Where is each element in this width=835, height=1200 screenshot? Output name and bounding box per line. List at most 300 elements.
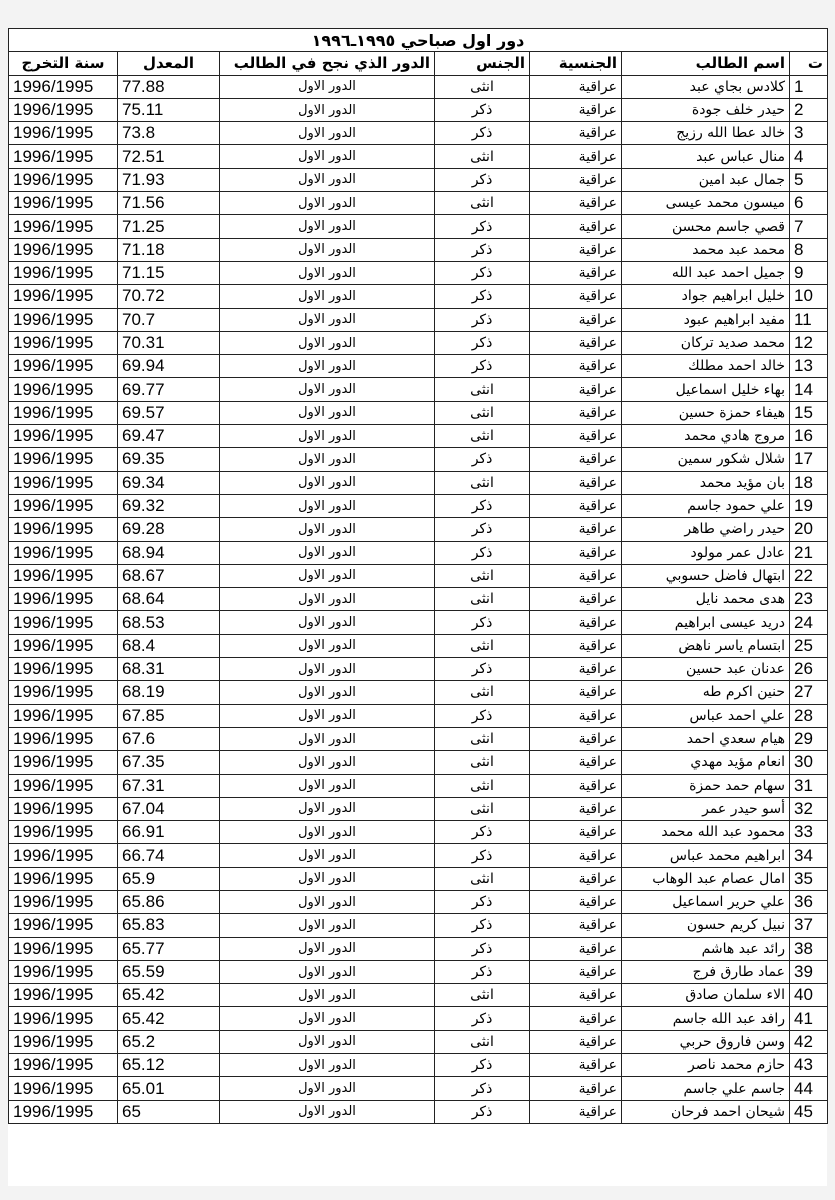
gender-cell: ذكر xyxy=(435,1100,530,1123)
table-row xyxy=(9,168,828,191)
table-row xyxy=(9,122,828,145)
year-cell: 1996/1995 xyxy=(9,541,118,564)
nationality-cell: عراقية xyxy=(530,471,622,494)
gender-cell: انثى xyxy=(435,774,530,797)
student-name: هيفاء حمزة حسين xyxy=(622,401,790,424)
nationality-cell: عراقية xyxy=(530,168,622,191)
gender-cell: ذكر xyxy=(435,611,530,634)
gender-cell: انثى xyxy=(435,145,530,168)
row-number: 15 xyxy=(790,401,828,424)
nationality-cell: عراقية xyxy=(530,285,622,308)
nationality-cell: عراقية xyxy=(530,1077,622,1100)
gender-cell: ذكر xyxy=(435,937,530,960)
nationality-cell: عراقية xyxy=(530,355,622,378)
round-cell: الدور الاول xyxy=(220,215,435,238)
table-row xyxy=(9,145,828,168)
student-name: عادل عمر مولود xyxy=(622,541,790,564)
row-number: 39 xyxy=(790,960,828,983)
student-name: مفيد ابراهيم عبود xyxy=(622,308,790,331)
nationality-cell: عراقية xyxy=(530,494,622,517)
nationality-cell: عراقية xyxy=(530,751,622,774)
row-number: 16 xyxy=(790,425,828,448)
round-cell: الدور الاول xyxy=(220,588,435,611)
nationality-cell: عراقية xyxy=(530,658,622,681)
nationality-cell: عراقية xyxy=(530,541,622,564)
gender-cell: ذكر xyxy=(435,1054,530,1077)
nationality-cell: عراقية xyxy=(530,1100,622,1123)
row-number: 10 xyxy=(790,285,828,308)
student-name: خالد احمد مطلك xyxy=(622,355,790,378)
row-number: 1 xyxy=(790,75,828,98)
average-cell: 68.94 xyxy=(118,541,220,564)
gender-cell: ذكر xyxy=(435,238,530,261)
gender-cell: ذكر xyxy=(435,285,530,308)
round-cell: الدور الاول xyxy=(220,75,435,98)
gender-cell: ذكر xyxy=(435,1007,530,1030)
average-cell: 71.56 xyxy=(118,192,220,215)
year-cell: 1996/1995 xyxy=(9,844,118,867)
row-number: 34 xyxy=(790,844,828,867)
year-cell: 1996/1995 xyxy=(9,774,118,797)
gender-cell: ذكر xyxy=(435,1077,530,1100)
round-cell: الدور الاول xyxy=(220,448,435,471)
year-cell: 1996/1995 xyxy=(9,821,118,844)
year-cell: 1996/1995 xyxy=(9,1030,118,1053)
gender-cell: ذكر xyxy=(435,494,530,517)
row-number: 30 xyxy=(790,751,828,774)
gender-cell: انثى xyxy=(435,564,530,587)
student-name: علي حرير اسماعيل xyxy=(622,890,790,913)
year-cell: 1996/1995 xyxy=(9,285,118,308)
nationality-cell: عراقية xyxy=(530,145,622,168)
nationality-cell: عراقية xyxy=(530,425,622,448)
student-name: سهام حمد حمزة xyxy=(622,774,790,797)
gender-cell: انثى xyxy=(435,1030,530,1053)
row-number: 17 xyxy=(790,448,828,471)
average-cell: 67.04 xyxy=(118,797,220,820)
table-row xyxy=(9,797,828,820)
row-number: 9 xyxy=(790,261,828,284)
student-name: هيام سعدي احمد xyxy=(622,727,790,750)
table-row xyxy=(9,914,828,937)
gender-cell: ذكر xyxy=(435,518,530,541)
table-row xyxy=(9,541,828,564)
student-name: ابتهال فاضل حسوبي xyxy=(622,564,790,587)
nationality-cell: عراقية xyxy=(530,518,622,541)
average-cell: 65.86 xyxy=(118,890,220,913)
average-cell: 68.19 xyxy=(118,681,220,704)
header-num: ت xyxy=(790,52,828,75)
round-cell: الدور الاول xyxy=(220,727,435,750)
nationality-cell: عراقية xyxy=(530,890,622,913)
round-cell: الدور الاول xyxy=(220,984,435,1007)
year-cell: 1996/1995 xyxy=(9,331,118,354)
year-cell: 1996/1995 xyxy=(9,751,118,774)
student-name: ميسون محمد عيسى xyxy=(622,192,790,215)
gender-cell: ذكر xyxy=(435,821,530,844)
gender-cell: انثى xyxy=(435,727,530,750)
student-name: نبيل كريم حسون xyxy=(622,914,790,937)
table-row xyxy=(9,658,828,681)
round-cell: الدور الاول xyxy=(220,541,435,564)
round-cell: الدور الاول xyxy=(220,751,435,774)
student-name: جمال عبد امين xyxy=(622,168,790,191)
nationality-cell: عراقية xyxy=(530,867,622,890)
table-row xyxy=(9,681,828,704)
gender-cell: ذكر xyxy=(435,215,530,238)
results-sheet xyxy=(8,28,827,1186)
table-row xyxy=(9,1054,828,1077)
student-name: حنين اكرم طه xyxy=(622,681,790,704)
table-row xyxy=(9,564,828,587)
student-name: كلادس بجاي عبد xyxy=(622,75,790,98)
nationality-cell: عراقية xyxy=(530,215,622,238)
year-cell: 1996/1995 xyxy=(9,261,118,284)
average-cell: 66.74 xyxy=(118,844,220,867)
average-cell: 65.42 xyxy=(118,1007,220,1030)
gender-cell: انثى xyxy=(435,867,530,890)
table-row xyxy=(9,308,828,331)
nationality-cell: عراقية xyxy=(530,401,622,424)
nationality-cell: عراقية xyxy=(530,821,622,844)
average-cell: 69.47 xyxy=(118,425,220,448)
row-number: 36 xyxy=(790,890,828,913)
table-row xyxy=(9,471,828,494)
year-cell: 1996/1995 xyxy=(9,215,118,238)
average-cell: 67.6 xyxy=(118,727,220,750)
table-row xyxy=(9,704,828,727)
nationality-cell: عراقية xyxy=(530,378,622,401)
year-cell: 1996/1995 xyxy=(9,238,118,261)
gender-cell: ذكر xyxy=(435,122,530,145)
student-name: بهاء خليل اسماعيل xyxy=(622,378,790,401)
nationality-cell: عراقية xyxy=(530,1007,622,1030)
round-cell: الدور الاول xyxy=(220,658,435,681)
round-cell: الدور الاول xyxy=(220,867,435,890)
gender-cell: ذكر xyxy=(435,355,530,378)
table-row xyxy=(9,984,828,1007)
year-cell: 1996/1995 xyxy=(9,401,118,424)
row-number: 28 xyxy=(790,704,828,727)
student-name: دريد عيسى ابراهيم xyxy=(622,611,790,634)
year-cell: 1996/1995 xyxy=(9,75,118,98)
round-cell: الدور الاول xyxy=(220,681,435,704)
average-cell: 67.31 xyxy=(118,774,220,797)
row-number: 21 xyxy=(790,541,828,564)
student-name: شيحان احمد فرحان xyxy=(622,1100,790,1123)
round-cell: الدور الاول xyxy=(220,914,435,937)
average-cell: 73.8 xyxy=(118,122,220,145)
round-cell: الدور الاول xyxy=(220,1007,435,1030)
nationality-cell: عراقية xyxy=(530,727,622,750)
row-number: 38 xyxy=(790,937,828,960)
table-row xyxy=(9,588,828,611)
nationality-cell: عراقية xyxy=(530,448,622,471)
nationality-cell: عراقية xyxy=(530,611,622,634)
student-name: عماد طارق فرج xyxy=(622,960,790,983)
round-cell: الدور الاول xyxy=(220,494,435,517)
round-cell: الدور الاول xyxy=(220,285,435,308)
header-gender: الجنس xyxy=(435,52,530,75)
nationality-cell: عراقية xyxy=(530,98,622,121)
student-name: محمود عبد الله محمد xyxy=(622,821,790,844)
table-row xyxy=(9,285,828,308)
gender-cell: انثى xyxy=(435,984,530,1007)
average-cell: 69.32 xyxy=(118,494,220,517)
round-cell: الدور الاول xyxy=(220,401,435,424)
table-row xyxy=(9,1007,828,1030)
student-name: خليل ابراهيم جواد xyxy=(622,285,790,308)
year-cell: 1996/1995 xyxy=(9,984,118,1007)
student-name: الاء سلمان صادق xyxy=(622,984,790,1007)
average-cell: 69.34 xyxy=(118,471,220,494)
nationality-cell: عراقية xyxy=(530,238,622,261)
row-number: 18 xyxy=(790,471,828,494)
row-number: 33 xyxy=(790,821,828,844)
student-name: جميل احمد عبد الله xyxy=(622,261,790,284)
row-number: 31 xyxy=(790,774,828,797)
table-row xyxy=(9,192,828,215)
student-name: حيدر خلف جودة xyxy=(622,98,790,121)
round-cell: الدور الاول xyxy=(220,821,435,844)
nationality-cell: عراقية xyxy=(530,960,622,983)
year-cell: 1996/1995 xyxy=(9,122,118,145)
nationality-cell: عراقية xyxy=(530,1030,622,1053)
average-cell: 66.91 xyxy=(118,821,220,844)
round-cell: الدور الاول xyxy=(220,960,435,983)
student-name: منال عباس عبد xyxy=(622,145,790,168)
row-number: 13 xyxy=(790,355,828,378)
average-cell: 65 xyxy=(118,1100,220,1123)
year-cell: 1996/1995 xyxy=(9,1100,118,1123)
year-cell: 1996/1995 xyxy=(9,704,118,727)
nationality-cell: عراقية xyxy=(530,914,622,937)
student-name: جاسم علي جاسم xyxy=(622,1077,790,1100)
year-cell: 1996/1995 xyxy=(9,797,118,820)
round-cell: الدور الاول xyxy=(220,192,435,215)
row-number: 37 xyxy=(790,914,828,937)
average-cell: 72.51 xyxy=(118,145,220,168)
row-number: 43 xyxy=(790,1054,828,1077)
average-cell: 67.85 xyxy=(118,704,220,727)
round-cell: الدور الاول xyxy=(220,308,435,331)
average-cell: 71.15 xyxy=(118,261,220,284)
gender-cell: ذكر xyxy=(435,541,530,564)
year-cell: 1996/1995 xyxy=(9,914,118,937)
round-cell: الدور الاول xyxy=(220,425,435,448)
row-number: 35 xyxy=(790,867,828,890)
student-name: انعام مؤيد مهدي xyxy=(622,751,790,774)
row-number: 8 xyxy=(790,238,828,261)
gender-cell: انثى xyxy=(435,425,530,448)
average-cell: 65.77 xyxy=(118,937,220,960)
table-row xyxy=(9,494,828,517)
row-number: 11 xyxy=(790,308,828,331)
student-name: محمد عبد محمد xyxy=(622,238,790,261)
average-cell: 65.01 xyxy=(118,1077,220,1100)
table-row xyxy=(9,1100,828,1123)
year-cell: 1996/1995 xyxy=(9,308,118,331)
header-year: سنة التخرج xyxy=(9,52,118,75)
row-number: 27 xyxy=(790,681,828,704)
student-name: خالد عطا الله رزيج xyxy=(622,122,790,145)
round-cell: الدور الاول xyxy=(220,122,435,145)
gender-cell: ذكر xyxy=(435,890,530,913)
row-number: 25 xyxy=(790,634,828,657)
table-row xyxy=(9,611,828,634)
year-cell: 1996/1995 xyxy=(9,471,118,494)
row-number: 4 xyxy=(790,145,828,168)
table-row xyxy=(9,331,828,354)
gender-cell: انثى xyxy=(435,471,530,494)
table-row xyxy=(9,890,828,913)
average-cell: 65.9 xyxy=(118,867,220,890)
table-row xyxy=(9,448,828,471)
nationality-cell: عراقية xyxy=(530,1054,622,1077)
header-average: المعدل xyxy=(118,52,220,75)
table-body xyxy=(9,75,828,1123)
nationality-cell: عراقية xyxy=(530,797,622,820)
student-name: محمد صديد تركان xyxy=(622,331,790,354)
table-row xyxy=(9,634,828,657)
average-cell: 65.2 xyxy=(118,1030,220,1053)
student-name: مروج هادي محمد xyxy=(622,425,790,448)
table-row xyxy=(9,821,828,844)
table-row xyxy=(9,844,828,867)
average-cell: 68.64 xyxy=(118,588,220,611)
student-name: أسو حيدر عمر xyxy=(622,797,790,820)
table-row xyxy=(9,355,828,378)
row-number: 26 xyxy=(790,658,828,681)
row-number: 6 xyxy=(790,192,828,215)
nationality-cell: عراقية xyxy=(530,588,622,611)
table-row xyxy=(9,751,828,774)
row-number: 45 xyxy=(790,1100,828,1123)
table-row xyxy=(9,1077,828,1100)
student-name: شلال شكور سمين xyxy=(622,448,790,471)
table-row xyxy=(9,425,828,448)
student-name: رائد عبد هاشم xyxy=(622,937,790,960)
row-number: 12 xyxy=(790,331,828,354)
gender-cell: انثى xyxy=(435,588,530,611)
year-cell: 1996/1995 xyxy=(9,890,118,913)
year-cell: 1996/1995 xyxy=(9,355,118,378)
year-cell: 1996/1995 xyxy=(9,1054,118,1077)
table-row xyxy=(9,1030,828,1053)
average-cell: 68.4 xyxy=(118,634,220,657)
student-name: امال عصام عبد الوهاب xyxy=(622,867,790,890)
nationality-cell: عراقية xyxy=(530,844,622,867)
gender-cell: ذكر xyxy=(435,914,530,937)
average-cell: 68.53 xyxy=(118,611,220,634)
average-cell: 75.11 xyxy=(118,98,220,121)
student-name: بان مؤيد محمد xyxy=(622,471,790,494)
average-cell: 65.59 xyxy=(118,960,220,983)
average-cell: 67.35 xyxy=(118,751,220,774)
average-cell: 70.31 xyxy=(118,331,220,354)
gender-cell: ذكر xyxy=(435,261,530,284)
student-name: قصي جاسم محسن xyxy=(622,215,790,238)
round-cell: الدور الاول xyxy=(220,634,435,657)
round-cell: الدور الاول xyxy=(220,937,435,960)
average-cell: 71.93 xyxy=(118,168,220,191)
nationality-cell: عراقية xyxy=(530,704,622,727)
row-number: 3 xyxy=(790,122,828,145)
student-name: رافد عبد الله جاسم xyxy=(622,1007,790,1030)
row-number: 22 xyxy=(790,564,828,587)
average-cell: 65.42 xyxy=(118,984,220,1007)
year-cell: 1996/1995 xyxy=(9,518,118,541)
gender-cell: انثى xyxy=(435,378,530,401)
round-cell: الدور الاول xyxy=(220,564,435,587)
year-cell: 1996/1995 xyxy=(9,494,118,517)
table-row xyxy=(9,727,828,750)
nationality-cell: عراقية xyxy=(530,681,622,704)
table-row xyxy=(9,867,828,890)
average-cell: 70.7 xyxy=(118,308,220,331)
average-cell: 71.25 xyxy=(118,215,220,238)
round-cell: الدور الاول xyxy=(220,98,435,121)
year-cell: 1996/1995 xyxy=(9,937,118,960)
average-cell: 68.67 xyxy=(118,564,220,587)
gender-cell: ذكر xyxy=(435,98,530,121)
row-number: 24 xyxy=(790,611,828,634)
nationality-cell: عراقية xyxy=(530,774,622,797)
header-name: اسم الطالب xyxy=(622,52,790,75)
year-cell: 1996/1995 xyxy=(9,867,118,890)
gender-cell: ذكر xyxy=(435,448,530,471)
student-name: علي حمود جاسم xyxy=(622,494,790,517)
nationality-cell: عراقية xyxy=(530,331,622,354)
graduates-table xyxy=(8,28,828,1124)
average-cell: 69.94 xyxy=(118,355,220,378)
gender-cell: ذكر xyxy=(435,704,530,727)
average-cell: 65.12 xyxy=(118,1054,220,1077)
average-cell: 69.57 xyxy=(118,401,220,424)
gender-cell: ذكر xyxy=(435,308,530,331)
header-round: الدور الذي نجح في الطالب xyxy=(220,52,435,75)
gender-cell: ذكر xyxy=(435,331,530,354)
average-cell: 71.18 xyxy=(118,238,220,261)
round-cell: الدور الاول xyxy=(220,797,435,820)
round-cell: الدور الاول xyxy=(220,1077,435,1100)
year-cell: 1996/1995 xyxy=(9,960,118,983)
table-row xyxy=(9,518,828,541)
average-cell: 69.28 xyxy=(118,518,220,541)
nationality-cell: عراقية xyxy=(530,634,622,657)
round-cell: الدور الاول xyxy=(220,518,435,541)
row-number: 2 xyxy=(790,98,828,121)
gender-cell: ذكر xyxy=(435,960,530,983)
year-cell: 1996/1995 xyxy=(9,145,118,168)
table-row xyxy=(9,774,828,797)
table-row xyxy=(9,401,828,424)
table-row xyxy=(9,215,828,238)
table-row xyxy=(9,960,828,983)
row-number: 44 xyxy=(790,1077,828,1100)
round-cell: الدور الاول xyxy=(220,890,435,913)
row-number: 14 xyxy=(790,378,828,401)
year-cell: 1996/1995 xyxy=(9,588,118,611)
gender-cell: انثى xyxy=(435,797,530,820)
year-cell: 1996/1995 xyxy=(9,192,118,215)
average-cell: 68.31 xyxy=(118,658,220,681)
table-row xyxy=(9,261,828,284)
row-number: 42 xyxy=(790,1030,828,1053)
year-cell: 1996/1995 xyxy=(9,1077,118,1100)
year-cell: 1996/1995 xyxy=(9,425,118,448)
row-number: 19 xyxy=(790,494,828,517)
